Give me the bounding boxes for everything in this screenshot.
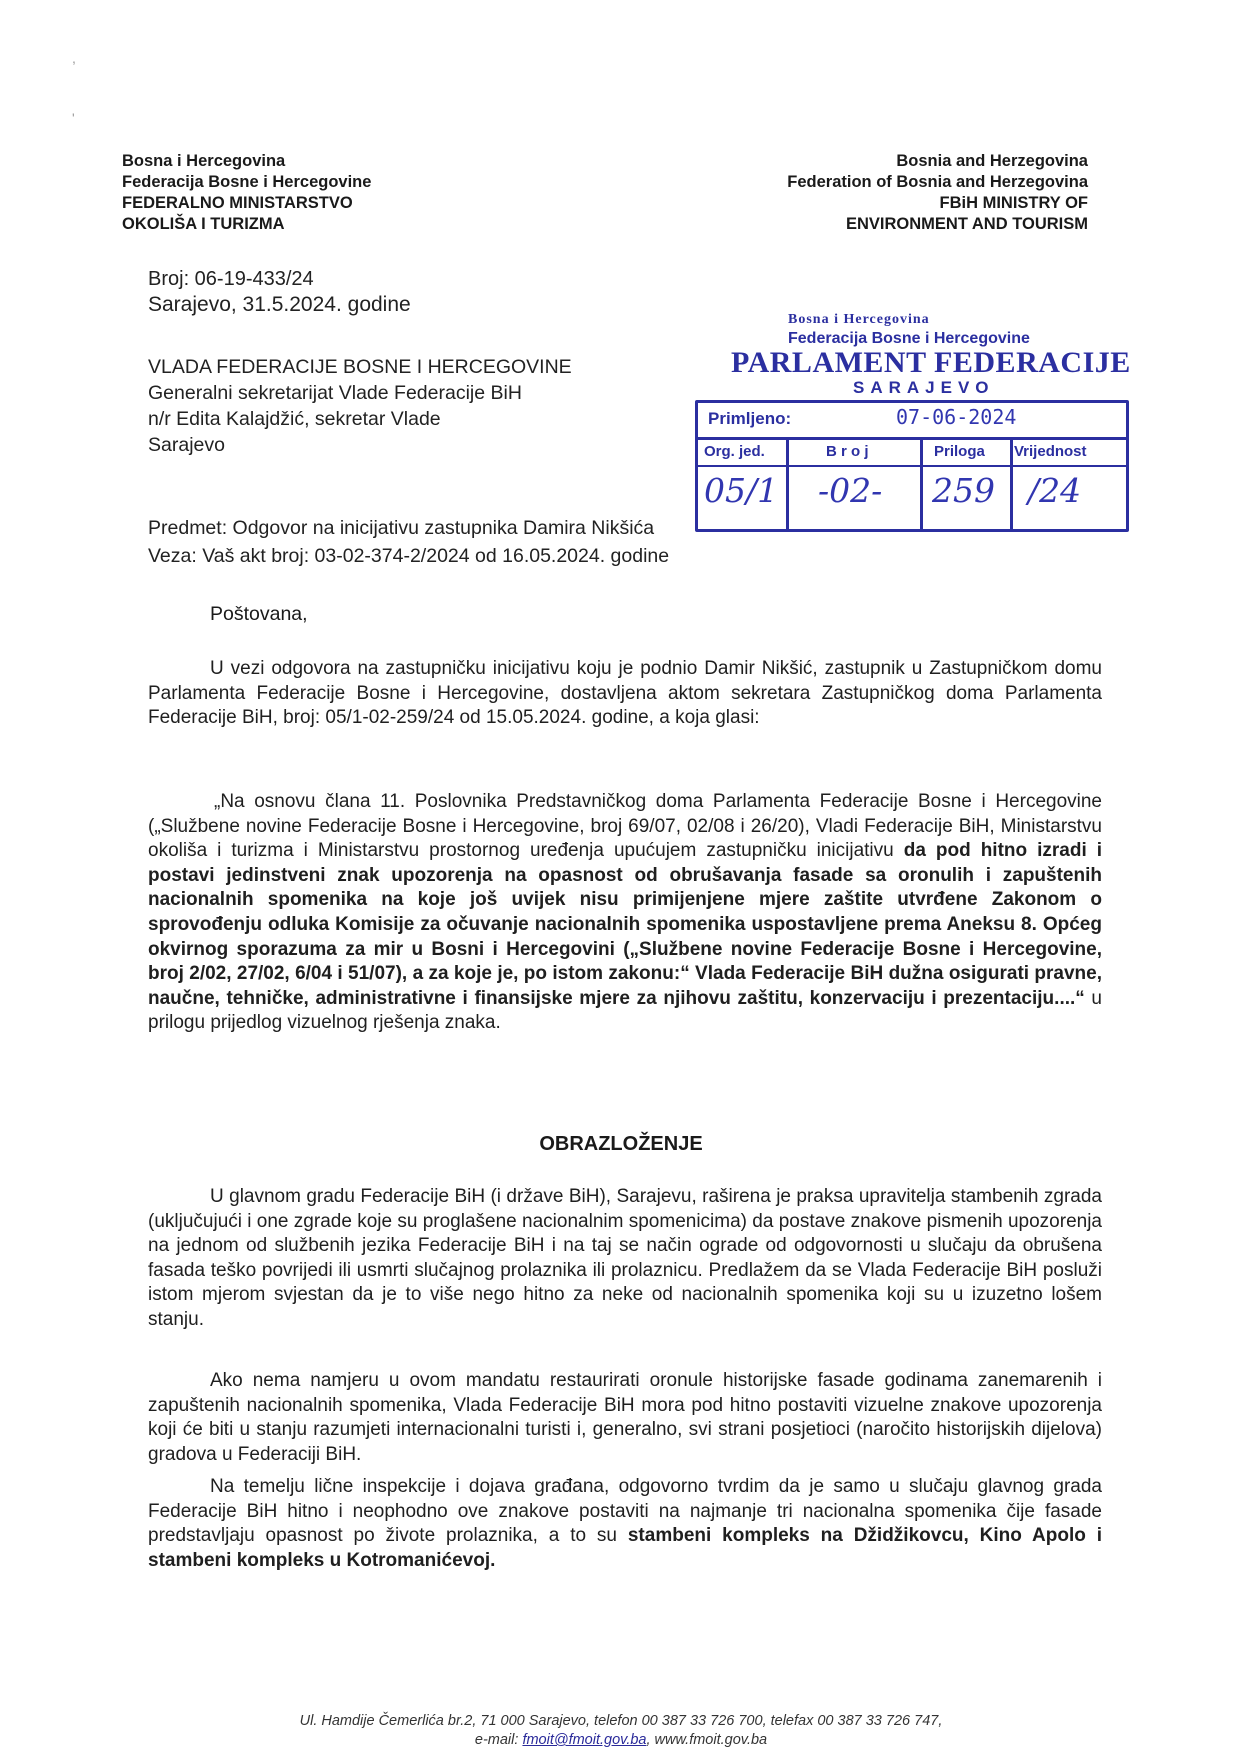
header-left-line: FEDERALNO MINISTARSTVO — [122, 194, 353, 212]
intro-paragraph: U vezi odgovora na zastupničku inicijativu koju je podnio Damir Nikšić, zastupnik u Zastupničkom domu Parlamenta Federacije Bosne i Hercegovine, dostavljena aktom sekretara Zastupničkog doma Parlamenta Federacije BiH, broj: 05/1-02-259/24 od 15.05.2024. godine, a koja glasi: — [148, 658, 1102, 729]
footer-web: , www.fmoit.gov.ba — [646, 1732, 768, 1748]
stamp-value-year: /24 — [1028, 471, 1082, 510]
header-right-line: FBiH MINISTRY OF — [939, 194, 1088, 212]
subject-block — [148, 514, 669, 570]
header-right — [787, 151, 1088, 235]
quote-bold-text: da pod hitno izradi i postavi jedinstveni znak upozorenja na opasnost od obrušavanja fasade sa oronulih i zapuštenih nacionalnih spomenika na koje još uvijek nisu primijenjene mjere zaštite utvrđene Zakonom o sprovođenju odluka Komisije za očuvanje nacionalnih spomenika uspostavljene prema Aneksu 8. Općeg okvirnog sporazuma za mir u Bosni i Hercegovini („Službene novine Federacije Bosne i Hercegovine, broj 2/02, 27/02, 6/04 i 51/07), a za koje je, po istom zakonu:“ Vlada Federacije BiH dužna osigurati pravne, naučne, tehničke, administrativne i finansijske mjere za njihovu zaštitu, konzervaciju i prezentaciju....“ — [148, 840, 1102, 1009]
stamp-column-divider — [1010, 437, 1013, 529]
header-left-line: Bosna i Hercegovina — [122, 152, 286, 170]
stamp-col-org: Org. jed. — [704, 443, 765, 460]
stamp-line-parliament: PARLAMENT FEDERACIJE — [731, 346, 1131, 379]
quote-text-end: u prilogu prijedlog vizuelnog rješenja znaka. — [148, 987, 1102, 1034]
addressee-line: VLADA FEDERACIJE BOSNE I HERCEGOVINE — [148, 356, 572, 378]
quoted-initiative — [148, 790, 1102, 1036]
scan-mark: , — [72, 50, 76, 66]
paragraph-bold-text: stambeni kompleks na Džidžikovcu, Kino Apolo i stambeni kompleks u Kotromanićevoj. — [148, 1525, 1102, 1571]
header-left — [122, 151, 371, 235]
subject-line: Predmet: Odgovor na inicijativu zastupnika Damira Nikšića — [148, 517, 655, 539]
stamp-column-divider — [786, 437, 789, 529]
footer-email-link[interactable]: fmoit@fmoit.gov.ba — [522, 1732, 647, 1748]
stamp-received-label: Primljeno: — [708, 409, 792, 428]
stamp-line-city: SARAJEVO — [853, 378, 995, 397]
stamp-divider — [698, 465, 1126, 467]
header-right-line: Federation of Bosnia and Herzegovina — [787, 173, 1088, 191]
stamp-column-divider — [920, 437, 923, 529]
addressee-line: Generalni sekretarijat Vlade Federacije BiH — [148, 382, 522, 404]
section-title: OBRAZLOŽENJE — [539, 1133, 703, 1155]
reference-link-line: Veza: Vaš akt broj: 03-02-374-2/2024 od 16.05.2024. godine — [148, 545, 670, 567]
reference-date: Sarajevo, 31.5.2024. godine — [148, 293, 411, 316]
reference-number: Broj: 06-19-433/24 — [148, 268, 314, 290]
reference-block — [148, 266, 411, 318]
greeting: Poštovana, — [210, 603, 308, 625]
header-right-line: Bosnia and Herzegovina — [896, 152, 1088, 170]
stamp-box — [695, 400, 1129, 532]
stamp-col-value: Vrijednost — [1014, 443, 1087, 460]
stamp-col-attachment: Priloga — [934, 443, 985, 460]
header-left-line: OKOLIŠA I TURIZMA — [122, 215, 285, 233]
footer — [0, 1712, 1242, 1750]
footer-contact — [0, 1731, 1242, 1750]
footer-address: Ul. Hamdije Čemerlića br.2, 71 000 Sarajevo, telefon 00 387 33 726 700, telefax 00 387 33 726 747, — [299, 1713, 943, 1729]
body-paragraph — [148, 1475, 1102, 1573]
body-paragraph: U glavnom gradu Federacije BiH (i države BiH), Sarajevu, raširena je praksa upravitelja stambenih zgrada (uključujući i one zgrade koje su proglašene nacionalnim spomenicima) da postave znakove pismenih upozorenja na jednom od službenih jezika Federacije BiH i na taj se način ograde od odgovornosti u slučaju da obrušena fasada teško povrijedi ili usmrti slučajnog prolaznika ili prolaznicu. Predlažem da se Vlada Federacije BiH posluži istom mjerom svjestan da je to više nego hitno za neke od nacionalnih spomenika koji su u izuzetno lošem stanju. — [148, 1186, 1102, 1330]
stamp-line-federation: Federacija Bosne i Hercegovine — [788, 330, 1030, 347]
footer-email-label: e-mail: — [474, 1732, 523, 1748]
quote-text: „Na osnovu člana 11. Poslovnika Predstavničkog doma Parlamenta Federacije Bosne i Hercegovine („Službene novine Federacije Bosne i Hercegovine, broj 69/07, 02/08 i 26/20), Vladi Federacije BiH, Ministarstvu okoliša i turizma i Ministarstvu prostornog uređenja upućujem zastupničku inicijativu — [148, 791, 1102, 862]
header-right-line: ENVIRONMENT AND TOURISM — [845, 215, 1088, 233]
stamp-divider — [698, 437, 1126, 440]
stamp-received-date: 07-06-2024 — [896, 405, 1017, 429]
received-stamp — [693, 312, 1131, 534]
addressee-block — [148, 354, 572, 458]
addressee-line: n/r Edita Kalajdžić, sekretar Vlade — [148, 408, 441, 430]
body-paragraph: Ako nema namjeru u ovom mandatu restaurirati oronule historijske fasade godinama zanemarenih i zapuštenih nacionalnih spomenika, Vlada Federacije BiH mora pod hitno postaviti vizuelne znakove upozorenja koji će biti u stanju razumjeti internacionalni turisti i, generalno, svi strani posjetioci (naročito historijskih dijelova) gradova u Federaciji BiH. — [148, 1370, 1102, 1465]
stamp-value-attachment: 259 — [932, 471, 995, 510]
scan-mark: ' — [72, 110, 75, 126]
stamp-line-country: Bosna i Hercegovina — [788, 312, 930, 327]
stamp-col-number: B r o j — [826, 443, 869, 460]
header-left-line: Federacija Bosne i Hercegovine — [122, 173, 372, 191]
paragraph-text: Na temelju lične inspekcije i dojava građana, odgovorno tvrdim da je samo u slučaju glavnog grada Federacije BiH hitno i neophodno ove znakove postaviti na najmanje tri nacionalna spomenika čije fasade predstavljaju opasnost po živote prolaznika, a to su — [148, 1476, 1102, 1547]
addressee-line: Sarajevo — [148, 434, 225, 456]
stamp-value-org: 05/1 — [704, 471, 779, 510]
stamp-value-number: -02- — [818, 471, 883, 510]
